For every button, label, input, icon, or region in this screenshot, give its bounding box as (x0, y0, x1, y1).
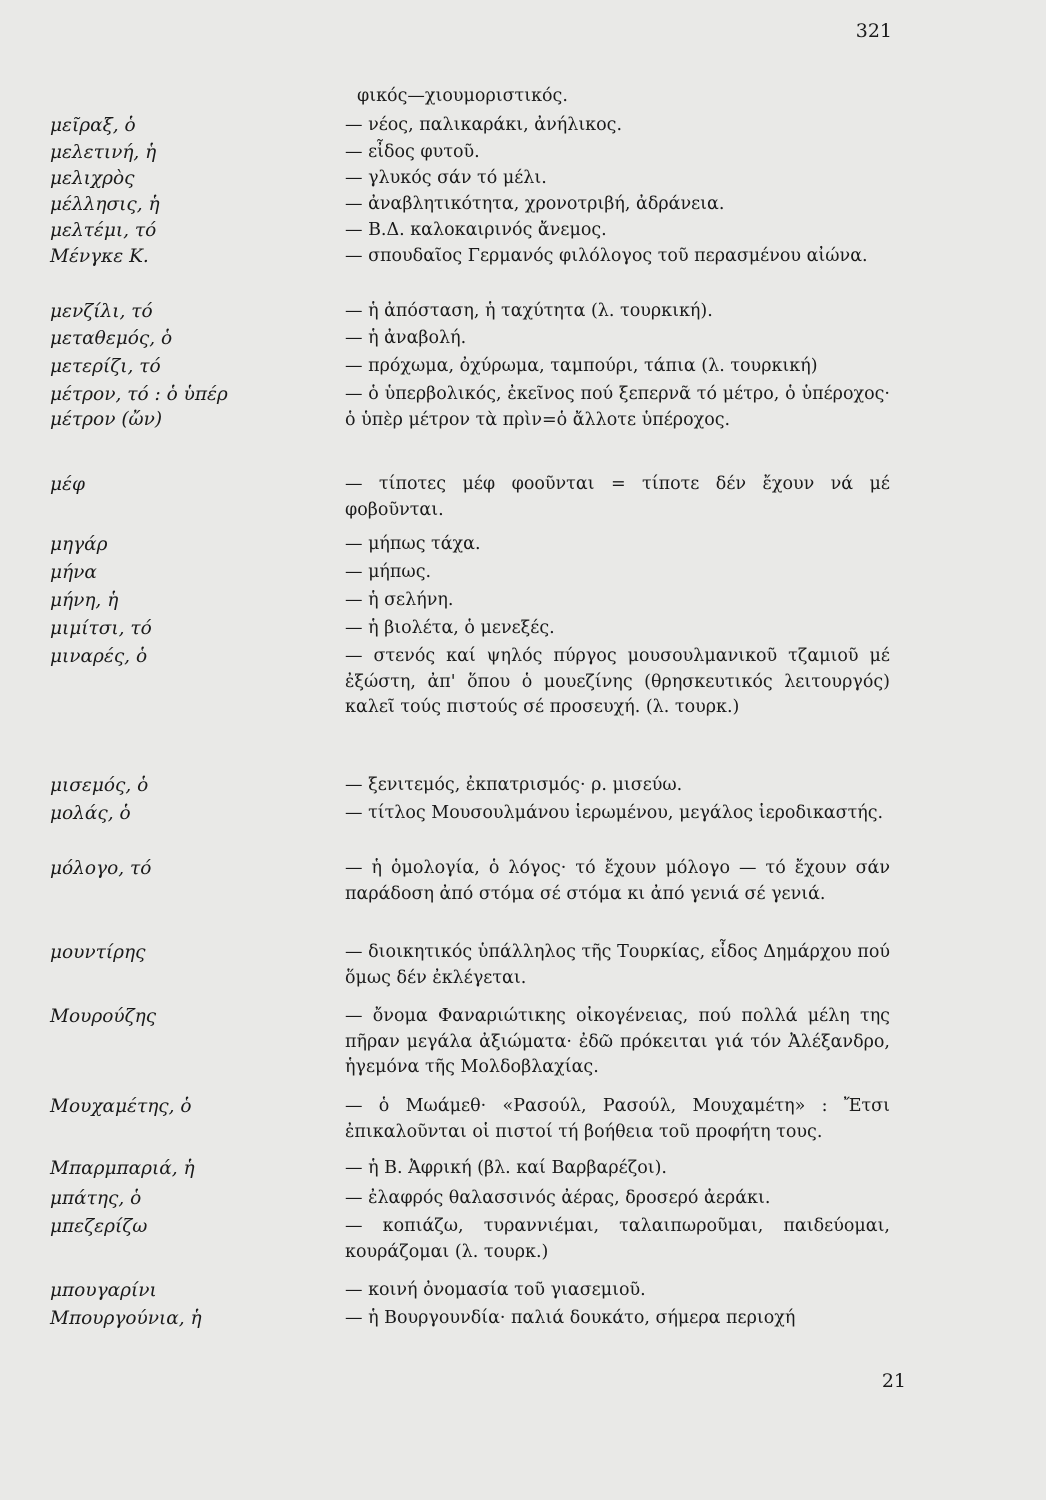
entry-term: μεταθεμός, ὁ (50, 328, 173, 349)
entry-definition: — ἡ βιολέτα, ὁ μενεξές. (345, 618, 555, 638)
entry-definition: — ἀναβλητικότητα, χρονοτριβή, ἀδράνεια. (345, 194, 725, 214)
entry-term: Μπαρμπαριά, ἡ (50, 1158, 195, 1179)
entry-definition: — ὄνομα Φαναριώτικης οἰκογένειας, πού πολλά μέλη της πῆραν μεγάλα ἀξιώματα· ἐδῶ πρόκειται γιά τόν Ἀλέξανδρο, ἡγεμόνα τῆς Μολδοβλαχίας. (345, 1006, 890, 1077)
entry-term: μεῖραξ, ὁ (50, 115, 136, 136)
entry-term: Μπουργούνια, ἡ (50, 1308, 202, 1329)
entry-term: μήνα (50, 562, 97, 583)
entry-term: μελτέμι, τό (50, 220, 157, 241)
entry-definition: — κοπιάζω, τυραννιέμαι, ταλαιπωροῦμαι, παιδεύομαι, κουράζομαι (λ. τουρκ.) (345, 1216, 890, 1262)
entry-definition: — ἡ Βουργουνδία· παλιά δουκάτο, σήμερα περιοχή (345, 1308, 796, 1328)
entry-term: μετερίζι, τό (50, 356, 161, 377)
entry-term: Μουχαμέτης, ὁ (50, 1096, 192, 1117)
entry-term: μουντίρης (50, 942, 146, 963)
entry-definition: — ἡ Β. Ἀφρική (βλ. καί Βαρβαρέζοι). (345, 1158, 667, 1178)
entry-definition: — ὁ ὑπερβολικός, ἐκεῖνος πού ξεπερνᾶ τό μέτρο, ὁ ὑπέροχος· ὁ ὑπὲρ μέτρον τὰ πρὶν=ὁ ἄλλοτε ὑπέροχος. (345, 384, 890, 430)
printer-signature: 21 (881, 1370, 906, 1392)
entry-term: μέλλησις, ἡ (50, 194, 160, 215)
entry-term: μπουγαρίνι (50, 1280, 157, 1301)
entry-definition: — τίτλος Μουσουλμάνου ἱερωμένου, μεγάλος ἱεροδικαστής. (345, 803, 884, 823)
entry-definition: — ἡ ἀπόσταση, ἡ ταχύτητα (λ. τουρκική). (345, 301, 713, 321)
entry-term: μπεζερίζω (50, 1216, 148, 1237)
entry-term: μενζίλι, τό (50, 301, 153, 322)
page-number: 321 (855, 20, 892, 42)
entry-term: μήνη, ἡ (50, 590, 119, 611)
entry-definition: — πρόχωμα, ὀχύρωμα, ταμπούρι, τάπια (λ. τουρκική) (345, 356, 818, 376)
entry-term: μέτρον, τό : ὁ ὑπέρ μέτρον (ὤν) (50, 384, 228, 430)
entry-term: μιμίτσι, τό (50, 618, 152, 639)
entry-definition: — ὁ Μωάμεθ· «Ρασούλ, Ρασούλ, Μουχαμέτη» : Ἔτσι ἐπικαλοῦνται οἱ πιστοί τή βοήθεια τοῦ προφήτη τους. (345, 1096, 890, 1142)
entry-definition: — γλυκός σάν τό μέλι. (345, 168, 547, 188)
entry-term: μιναρές, ὁ (50, 646, 148, 667)
entry-definition: — ἡ ἀναβολή. (345, 328, 467, 348)
continuation-line: φικός—χιουμοριστικός. (357, 86, 568, 106)
entry-term: μόλογο, τό (50, 858, 152, 879)
entry-definition: — μήπως τάχα. (345, 534, 481, 554)
entry-term: Μουρούζης (50, 1006, 157, 1027)
entry-definition: — ξενιτεμός, ἐκπατρισμός· ρ. μισεύω. (345, 775, 683, 795)
entry-term: μολάς, ὁ (50, 803, 131, 824)
entry-term: μελιχρὸς (50, 168, 135, 189)
entry-term: Μένγκε Κ. (50, 246, 149, 267)
entry-definition: — νέος, παλικαράκι, ἀνήλικος. (345, 115, 623, 135)
entry-term: μελετινή, ἡ (50, 142, 157, 163)
entry-definition: — ἡ σελήνη. (345, 590, 454, 610)
entry-definition: — κοινή ὀνομασία τοῦ γιασεμιοῦ. (345, 1280, 646, 1300)
entry-definition: — σπουδαῖος Γερμανός φιλόλογος τοῦ περασμένου αἰώνα. (345, 246, 868, 266)
entry-definition: — ἡ ὁμολογία, ὁ λόγος· τό ἔχουν μόλογο — τό ἔχουν σάν παράδοση ἀπό στόμα σέ στόμα κι ἀπό γενιά σέ γενιά. (345, 858, 890, 904)
entry-term: μπάτης, ὁ (50, 1188, 142, 1209)
entry-definition: — μήπως. (345, 562, 432, 582)
entry-definition: — διοικητικός ὑπάλληλος τῆς Τουρκίας, εἶδος Δημάρχου πού ὅμως δέν ἐκλέγεται. (345, 942, 890, 988)
entry-term: μισεμός, ὁ (50, 775, 149, 796)
entry-definition: — τίποτες μέφ φοοῦνται = τίποτε δέν ἔχουν νά μέ φοβοῦνται. (345, 474, 890, 520)
entry-definition: — ἐλαφρός θαλασσινός ἀέρας, δροσερό ἀεράκι. (345, 1188, 771, 1208)
entry-definition: — Β.Δ. καλοκαιρινός ἄνεμος. (345, 220, 607, 240)
entry-term: μηγάρ (50, 534, 108, 555)
entry-definition: — εἶδος φυτοῦ. (345, 142, 480, 162)
entry-definition: — στενός καί ψηλός πύργος μουσουλμανικοῦ τζαμιοῦ μέ ἐξώστη, ἀπ' ὅπου ὁ μουεζίνης (θρησκευτικός λειτουργός) καλεῖ τούς πιστούς σέ προσευχή. (λ. τουρκ.) (345, 646, 890, 717)
entry-term: μέφ (50, 474, 85, 495)
